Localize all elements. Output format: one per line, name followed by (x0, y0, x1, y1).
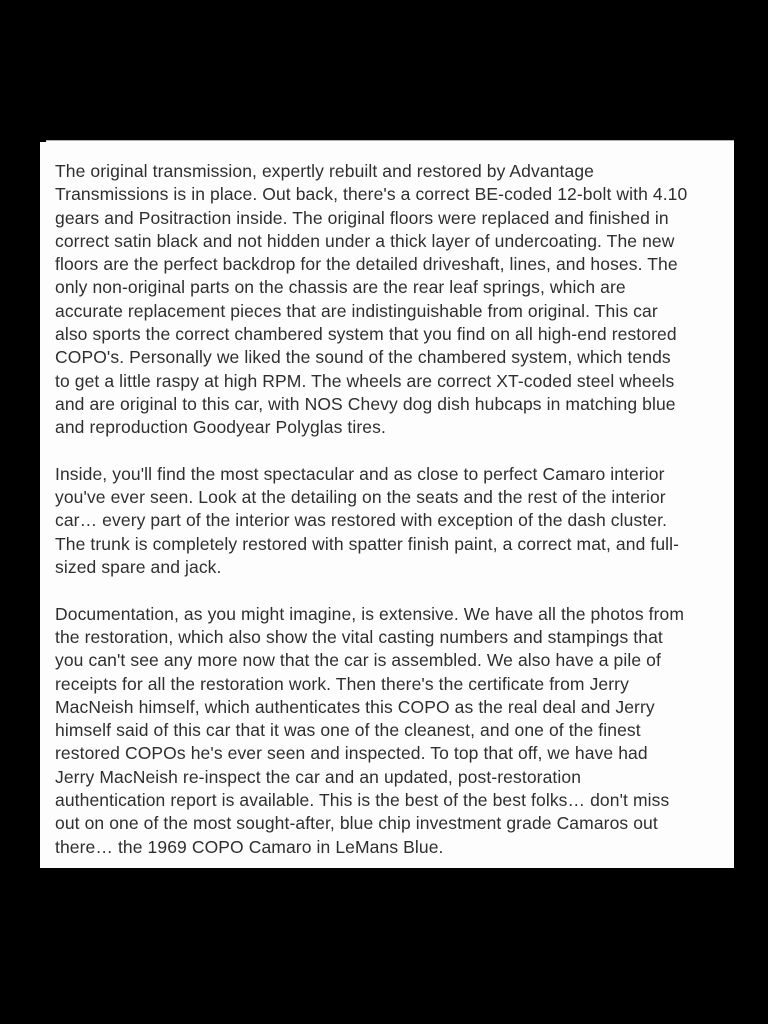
text-line: receipts for all the restoration work. Then there's the certificate from Jerry (55, 673, 629, 694)
text-line: The trunk is completely restored with spatter finish paint, a correct mat, and full- (55, 533, 680, 554)
text-line: there… the 1969 COPO Camaro in LeMans Blue. (55, 836, 444, 857)
text-line: car… every part of the interior was restored with exception of the dash cluster. (55, 510, 668, 531)
text-line: Documentation, as you might imagine, is extensive. We have all the photos from (55, 603, 685, 624)
text-line: to get a little raspy at high RPM. The wheels are correct XT-coded steel wheels (55, 370, 675, 391)
text-line: you can't see any more now that the car is assembled. We also have a pile of (55, 650, 661, 671)
text-line: authentication report is available. This is the best of the best folks… don't miss (55, 790, 670, 811)
text-line: The original transmission, expertly rebuilt and restored by Advantage (55, 161, 594, 181)
paragraph (55, 463, 722, 579)
text-line: only non-original parts on the chassis are the rear leaf springs, which are (55, 277, 626, 298)
text-document-card (40, 140, 734, 868)
text-line: also sports the correct chambered system that you find on all high-end restored (55, 324, 677, 345)
document-text (40, 141, 734, 859)
text-line: out on one of the most sought-after, blue chip investment grade Camaros out (55, 813, 658, 834)
text-line: gears and Positraction inside. The original floors were replaced and finished in (55, 207, 669, 228)
text-line: floors are the perfect backdrop for the detailed driveshaft, lines, and hoses. The (55, 254, 678, 275)
text-line: the restoration, which also show the vital casting numbers and stampings that (55, 626, 663, 647)
text-line: himself said of this car that it was one of the cleanest, and one of the finest (55, 720, 641, 741)
text-line: Inside, you'll find the most spectacular and as close to perfect Camaro interior (55, 463, 665, 484)
paragraph (55, 160, 722, 440)
text-line: and are original to this car, with NOS Chevy dog dish hubcaps in matching blue (55, 393, 676, 414)
text-line: restored COPOs he's ever seen and inspected. To top that off, we have had (55, 743, 648, 764)
text-line: Jerry MacNeish re-inspect the car and an updated, post-restoration (55, 766, 582, 787)
text-line: Transmissions is in place. Out back, there's a correct BE-coded 12-bolt with 4.10 (55, 184, 688, 205)
text-line: COPO's. Personally we liked the sound of the chambered system, which tends (55, 347, 671, 368)
text-line: correct satin black and not hidden under a thick layer of undercoating. The new (55, 230, 675, 251)
text-line: and reproduction Goodyear Polyglas tires. (55, 417, 386, 438)
text-line: sized spare and jack. (55, 557, 222, 578)
corner-artifact (34, 129, 46, 142)
text-line: you've ever seen. Look at the detailing on the seats and the rest of the interior (55, 487, 666, 508)
paragraph (55, 603, 722, 859)
text-line: accurate replacement pieces that are indistinguishable from original. This car (55, 300, 658, 321)
text-line: MacNeish himself, which authenticates this COPO as the real deal and Jerry (55, 696, 655, 717)
